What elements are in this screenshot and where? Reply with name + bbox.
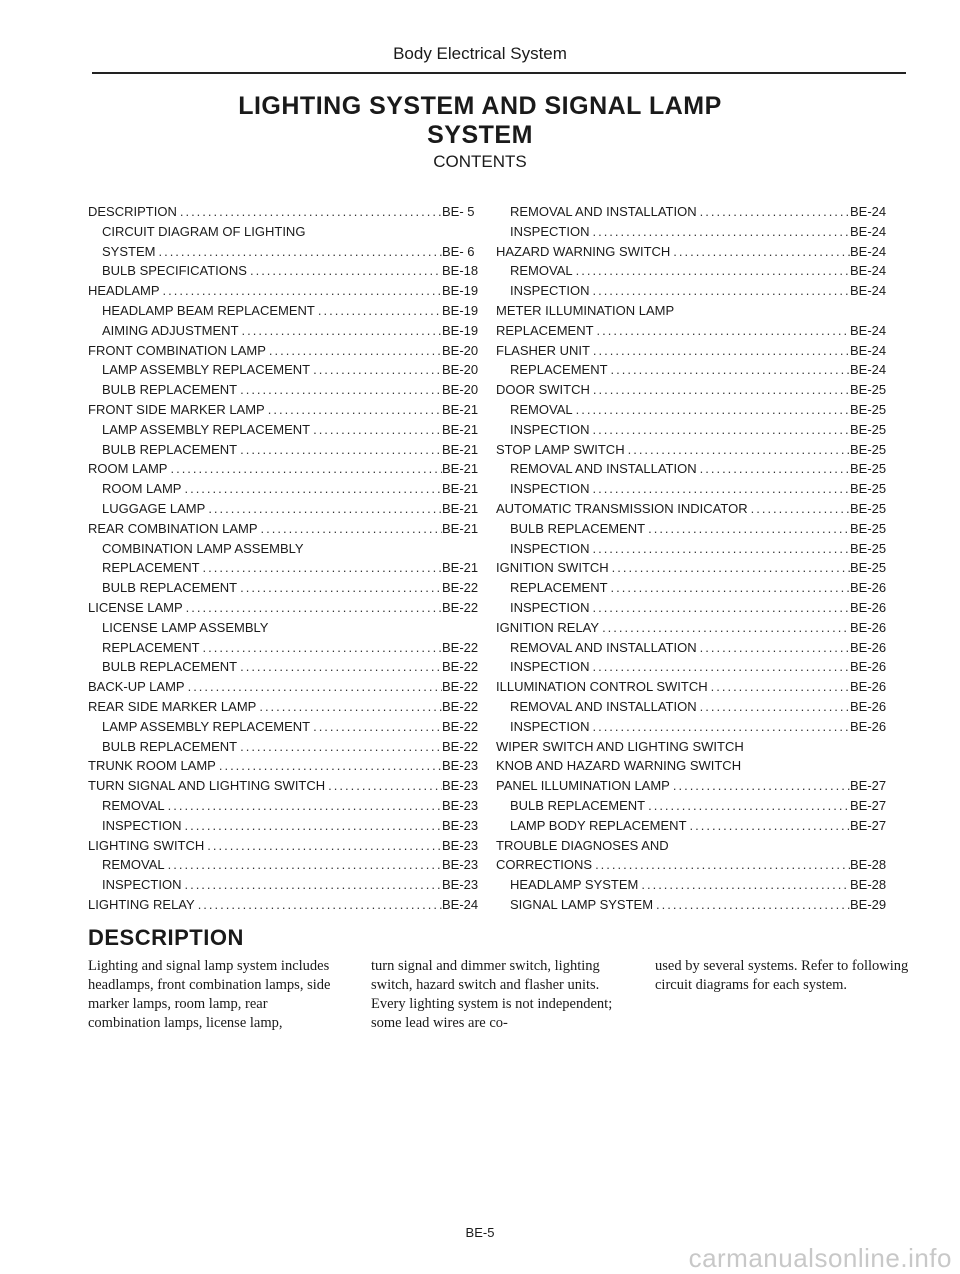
- toc-entry-label: INSPECTION: [510, 599, 590, 615]
- toc-entry: [88, 263, 488, 283]
- header-rule: [92, 72, 906, 74]
- toc-entry: [88, 323, 488, 343]
- toc-entry: [88, 442, 488, 462]
- toc-entry-page: BE-24: [850, 342, 887, 358]
- toc-entry-label: AUTOMATIC TRANSMISSION INDICATOR: [496, 500, 748, 516]
- toc-entry-label: ILLUMINATION CONTROL SWITCH: [496, 679, 708, 695]
- contents-heading: CONTENTS: [433, 152, 527, 171]
- toc-entry-label: REMOVAL: [510, 401, 573, 417]
- toc-entry: [88, 461, 488, 481]
- toc-entry-label: TROUBLE DIAGNOSES AND: [496, 837, 669, 853]
- toc-leader-dots: [265, 402, 442, 417]
- toc-entry-label: REPLACEMENT: [102, 639, 200, 655]
- toc-entry: [496, 442, 896, 462]
- toc-entry-page: BE-18: [442, 263, 479, 279]
- toc-entry-label: BULB REPLACEMENT: [102, 738, 238, 754]
- toc-entry-page: BE-23: [442, 817, 479, 833]
- toc-entry: [88, 838, 488, 858]
- toc-entry-label: TURN SIGNAL AND LIGHTING SWITCH: [88, 778, 326, 794]
- toc-entry-page: BE-19: [442, 322, 479, 338]
- title-line-1: LIGHTING SYSTEM AND SIGNAL LAMP: [238, 92, 722, 120]
- toc-entry-page: BE-21: [442, 520, 479, 536]
- toc-entry-page: BE-20: [442, 362, 479, 378]
- toc-entry: [88, 659, 488, 679]
- toc-entry-label: BACK-UP LAMP: [88, 679, 185, 695]
- toc-entry-page: BE-23: [442, 877, 479, 893]
- toc-leader-dots: [310, 422, 442, 437]
- toc-entry-label: INSPECTION: [510, 481, 590, 497]
- toc-entry-label: DESCRIPTION: [88, 204, 177, 219]
- toc-entry-page: BE-22: [442, 599, 479, 615]
- toc-leader-dots: [590, 382, 850, 397]
- toc-leader-dots: [697, 699, 850, 714]
- toc-leader-dots: [625, 442, 850, 457]
- toc-entry-page: BE-26: [850, 599, 887, 615]
- toc-entry-label: KNOB AND HAZARD WARNING SWITCH: [496, 758, 742, 774]
- toc-entry-label: IGNITION RELAY: [496, 619, 600, 635]
- toc-entry-label: LIGHTING RELAY: [88, 896, 195, 912]
- toc-entry: [496, 838, 896, 858]
- toc-leader-dots: [247, 263, 442, 278]
- toc-entry-page: BE-21: [442, 441, 479, 457]
- toc-entry-page: BE-21: [442, 421, 479, 437]
- toc-entry: [496, 679, 896, 699]
- toc-entry: [88, 580, 488, 600]
- toc-entry: [88, 560, 488, 580]
- toc-entry-label: AIMING ADJUSTMENT: [102, 322, 239, 338]
- toc-entry-label: METER ILLUMINATION LAMP: [496, 302, 675, 318]
- toc-leader-dots: [205, 501, 442, 516]
- toc-entry: [88, 778, 488, 798]
- toc-entry-label: REPLACEMENT: [510, 362, 608, 378]
- toc-entry: [496, 659, 896, 679]
- toc-leader-dots: [573, 402, 850, 417]
- toc-entry-page: BE-21: [442, 560, 479, 576]
- toc-entry-page: BE-26: [850, 679, 887, 695]
- toc-entry: [496, 877, 896, 897]
- toc-leader-dots: [237, 382, 442, 397]
- toc-entry: [88, 798, 488, 818]
- toc-entry: [496, 739, 896, 759]
- toc-entry: [496, 640, 896, 660]
- toc-entry-label: LAMP ASSEMBLY REPLACEMENT: [102, 421, 311, 437]
- toc-leader-dots: [589, 422, 850, 437]
- toc-entry-page: BE-25: [850, 481, 887, 497]
- toc-leader-dots: [590, 343, 850, 358]
- toc-entry: [88, 402, 488, 422]
- toc-entry-label: INSPECTION: [510, 421, 590, 437]
- toc-entry-label: BULB REPLACEMENT: [102, 441, 238, 457]
- toc-entry-label: REMOVAL: [102, 857, 165, 873]
- toc-entry: [496, 501, 896, 521]
- toc-entry-label: INSPECTION: [102, 877, 182, 893]
- toc-entry-label: STOP LAMP SWITCH: [496, 441, 625, 457]
- toc-entry: [496, 422, 896, 442]
- toc-entry-page: BE-27: [850, 817, 887, 833]
- toc-entry: [88, 521, 488, 541]
- toc-entry-label: REMOVAL AND INSTALLATION: [510, 698, 697, 714]
- toc-entry-label: FLASHER UNIT: [496, 342, 590, 358]
- toc-leader-dots: [181, 818, 442, 833]
- toc-entry-page: BE-23: [442, 797, 479, 813]
- toc-entry-page: BE-21: [442, 500, 479, 516]
- toc-entry: [88, 818, 488, 838]
- toc-leader-dots: [185, 679, 442, 694]
- toc-entry: [496, 263, 896, 283]
- toc-entry-label: BULB SPECIFICATIONS: [102, 263, 247, 279]
- toc-entry: [496, 699, 896, 719]
- toc-leader-dots: [204, 838, 442, 853]
- toc-entry-page: BE-25: [850, 520, 887, 536]
- toc-entry: [496, 541, 896, 561]
- toc-leader-dots: [589, 481, 850, 496]
- toc-entry: [88, 481, 488, 501]
- toc-entry: [496, 402, 896, 422]
- toc-entry-page: BE-23: [442, 857, 479, 873]
- toc-leader-dots: [237, 659, 442, 674]
- toc-entry-label: BULB REPLACEMENT: [102, 580, 238, 596]
- toc-entry-page: BE-22: [442, 738, 479, 754]
- title-line-2: SYSTEM: [427, 121, 533, 149]
- toc-entry: [88, 877, 488, 897]
- toc-leader-dots: [167, 461, 442, 476]
- toc-leader-dots: [325, 778, 442, 793]
- toc-leader-dots: [181, 877, 442, 892]
- watermark: carmanualsonline.info: [688, 1243, 952, 1273]
- toc-entry-label: SIGNAL LAMP SYSTEM: [510, 896, 654, 912]
- toc-leader-dots: [237, 739, 442, 754]
- toc-entry-page: BE-21: [442, 481, 479, 497]
- toc-entry-page: BE-26: [850, 698, 887, 714]
- toc-entry-label: INSPECTION: [510, 659, 590, 675]
- toc-leader-dots: [670, 778, 850, 793]
- description-column-3: used by several systems. Refer to following circuit diagrams for each system.: [655, 958, 909, 993]
- toc-entry-page: BE-28: [850, 877, 887, 893]
- toc-entry: [88, 857, 488, 877]
- toc-entry-page: BE-25: [850, 382, 887, 398]
- toc-entry: [496, 818, 896, 838]
- toc-entry-label: LAMP ASSEMBLY REPLACEMENT: [102, 362, 311, 378]
- toc-entry: [496, 461, 896, 481]
- toc-entry-label: LUGGAGE LAMP: [102, 500, 206, 516]
- toc-entry-page: BE-22: [442, 580, 479, 596]
- toc-leader-dots: [589, 719, 850, 734]
- toc-entry-page: BE-24: [850, 283, 887, 299]
- toc-entry: [496, 244, 896, 264]
- toc-entry: [88, 600, 488, 620]
- toc-entry-label: LICENSE LAMP: [88, 599, 183, 615]
- toc-entry-page: BE-26: [850, 580, 887, 596]
- toc-entry-label: SYSTEM: [102, 243, 156, 259]
- toc-entry-page: BE-25: [850, 560, 887, 576]
- toc-entry: [88, 897, 488, 917]
- toc-leader-dots: [697, 461, 850, 476]
- toc-entry-label: LAMP BODY REPLACEMENT: [510, 817, 687, 833]
- toc-entry-label: INSPECTION: [510, 283, 590, 299]
- toc-entry: [496, 857, 896, 877]
- toc-leader-dots: [697, 204, 850, 219]
- toc-entry: [88, 501, 488, 521]
- toc-entry-page: BE-19: [442, 302, 479, 318]
- toc-entry-label: HAZARD WARNING SWITCH: [496, 243, 671, 259]
- description-heading: DESCRIPTION: [88, 925, 244, 950]
- toc-leader-dots: [177, 204, 442, 219]
- toc-entry-page: BE-25: [850, 421, 887, 437]
- toc-entry-label: REMOVAL AND INSTALLATION: [510, 204, 697, 219]
- toc-entry: [88, 541, 488, 561]
- toc-entry: [496, 362, 896, 382]
- toc-entry-page: BE-29: [850, 896, 887, 912]
- toc-entry-page: BE-25: [850, 441, 887, 457]
- toc-entry-label: REAR COMBINATION LAMP: [88, 520, 258, 536]
- toc-leader-dots: [155, 244, 442, 259]
- toc-entry: [496, 600, 896, 620]
- toc-entry-label: REMOVAL AND INSTALLATION: [510, 461, 697, 477]
- toc-entry-label: CORRECTIONS: [496, 857, 593, 873]
- toc-entry-page: BE-21: [442, 401, 479, 417]
- toc-entry: [496, 382, 896, 402]
- toc-leader-dots: [653, 897, 850, 912]
- toc-entry-label: ROOM LAMP: [88, 461, 168, 477]
- toc-entry-page: BE-25: [850, 540, 887, 556]
- toc-entry: [88, 283, 488, 303]
- toc-leader-dots: [592, 857, 850, 872]
- toc-entry-label: LIGHTING SWITCH: [88, 837, 205, 853]
- toc-entry-page: BE-26: [850, 659, 887, 675]
- toc-entry: [88, 699, 488, 719]
- toc-entry-page: BE-23: [442, 837, 479, 853]
- toc-leader-dots: [310, 362, 442, 377]
- page-number: BE-5: [465, 1225, 495, 1240]
- toc-entry-label: DOOR SWITCH: [496, 382, 590, 398]
- toc-entry-label: HEADLAMP SYSTEM: [510, 877, 639, 893]
- toc-entry: [496, 798, 896, 818]
- toc-entry-label: INSPECTION: [510, 540, 590, 556]
- toc-entry-page: BE-22: [442, 698, 479, 714]
- toc-entry-label: REAR SIDE MARKER LAMP: [88, 698, 257, 714]
- toc-entry-label: LICENSE LAMP ASSEMBLY: [102, 619, 269, 635]
- toc-leader-dots: [638, 877, 850, 892]
- toc-leader-dots: [589, 283, 850, 298]
- toc-entry-label: FRONT COMBINATION LAMP: [88, 342, 266, 358]
- toc-entry-page: BE-22: [442, 639, 479, 655]
- toc-leader-dots: [645, 798, 850, 813]
- toc-entry-page: BE-24: [442, 896, 479, 912]
- toc-leader-dots: [160, 283, 442, 298]
- toc-entry-label: BULB REPLACEMENT: [102, 659, 238, 675]
- toc-entry: [496, 303, 896, 323]
- toc-entry-page: BE-26: [850, 619, 887, 635]
- toc-entry: [88, 422, 488, 442]
- toc-entry-page: BE-26: [850, 639, 887, 655]
- toc-left-column: [88, 204, 488, 917]
- toc-leader-dots: [589, 541, 850, 556]
- toc-entry: [88, 244, 488, 264]
- toc-entry-label: WIPER SWITCH AND LIGHTING SWITCH: [496, 738, 744, 754]
- toc-entry: [496, 323, 896, 343]
- toc-entry: [496, 778, 896, 798]
- toc-entry-label: INSPECTION: [510, 223, 590, 239]
- toc-entry-label: IGNITION SWITCH: [496, 560, 609, 576]
- toc-entry-page: BE-24: [850, 223, 887, 239]
- toc-entry: [496, 343, 896, 363]
- toc-entry: [88, 204, 488, 224]
- toc-leader-dots: [216, 758, 442, 773]
- toc-leader-dots: [645, 521, 850, 536]
- toc-entry-page: BE-22: [442, 659, 479, 675]
- toc-entry-label: CIRCUIT DIAGRAM OF LIGHTING: [102, 223, 306, 239]
- toc-entry-page: BE-24: [850, 322, 887, 338]
- toc-leader-dots: [181, 481, 442, 496]
- toc-leader-dots: [315, 303, 442, 318]
- toc-entry-page: BE-20: [442, 342, 479, 358]
- toc-entry-page: BE-19: [442, 283, 479, 299]
- toc-entry-page: BE-24: [850, 204, 887, 219]
- page-title: [0, 92, 960, 150]
- toc-entry: [496, 758, 896, 778]
- toc-entry: [88, 719, 488, 739]
- toc-leader-dots: [200, 560, 442, 575]
- toc-entry-page: BE- 5: [442, 204, 475, 219]
- toc-entry-label: REMOVAL: [102, 797, 165, 813]
- toc-entry-label: REPLACEMENT: [510, 580, 608, 596]
- toc-leader-dots: [748, 501, 850, 516]
- toc-entry-label: FRONT SIDE MARKER LAMP: [88, 401, 265, 417]
- toc-entry: [496, 719, 896, 739]
- toc-entry-label: HEADLAMP: [88, 283, 160, 299]
- toc-entry-page: BE-25: [850, 461, 887, 477]
- toc-entry-page: BE-21: [442, 461, 479, 477]
- running-head: Body Electrical System: [393, 44, 567, 63]
- toc-entry: [496, 224, 896, 244]
- toc-leader-dots: [200, 640, 442, 655]
- toc-entry-label: REMOVAL: [510, 263, 573, 279]
- toc-entry-label: INSPECTION: [102, 817, 182, 833]
- toc-entry: [496, 580, 896, 600]
- toc-leader-dots: [608, 362, 850, 377]
- toc-entry: [496, 897, 896, 917]
- toc-entry-label: LAMP ASSEMBLY REPLACEMENT: [102, 718, 311, 734]
- toc-entry: [88, 679, 488, 699]
- toc-entry-page: BE-25: [850, 401, 887, 417]
- toc-leader-dots: [165, 857, 442, 872]
- toc-entry-page: BE-22: [442, 679, 479, 695]
- toc-entry-page: BE-27: [850, 778, 887, 794]
- toc-entry: [496, 620, 896, 640]
- toc-leader-dots: [195, 897, 442, 912]
- toc-entry: [88, 362, 488, 382]
- toc-leader-dots: [266, 343, 442, 358]
- toc-entry-page: BE-24: [850, 263, 887, 279]
- description-column-1: Lighting and signal lamp system includes headlamps, front combination lamps, side marker lamps, room lamp, rear combination lamps, license lamp,: [88, 958, 331, 1031]
- toc-leader-dots: [237, 442, 442, 457]
- toc-leader-dots: [237, 580, 442, 595]
- toc-leader-dots: [594, 323, 850, 338]
- toc-leader-dots: [708, 679, 850, 694]
- toc-entry: [88, 758, 488, 778]
- toc-entry-label: ROOM LAMP: [102, 481, 182, 497]
- toc-entry-page: BE-22: [442, 718, 479, 734]
- toc-leader-dots: [697, 640, 850, 655]
- toc-leader-dots: [589, 600, 850, 615]
- toc-entry-page: BE-23: [442, 758, 479, 774]
- toc-entry: [496, 481, 896, 501]
- toc-entry: [88, 303, 488, 323]
- toc-entry: [496, 283, 896, 303]
- toc-leader-dots: [589, 224, 850, 239]
- description-column-2: turn signal and dimmer switch, lighting switch, hazard switch and flasher units. Every lighting system is not independent; some lead wires are co-: [371, 958, 613, 1031]
- toc-entry: [88, 382, 488, 402]
- toc-entry-page: BE-28: [850, 857, 887, 873]
- toc-leader-dots: [258, 521, 442, 536]
- toc-leader-dots: [256, 699, 442, 714]
- toc-leader-dots: [573, 263, 850, 278]
- toc-entry-page: BE-26: [850, 718, 887, 734]
- toc-entry-label: PANEL ILLUMINATION LAMP: [496, 778, 670, 794]
- toc-entry-label: BULB REPLACEMENT: [510, 797, 646, 813]
- toc-entry-page: BE-24: [850, 243, 887, 259]
- toc-entry: [496, 560, 896, 580]
- toc-entry-page: BE-20: [442, 382, 479, 398]
- toc-entry-label: BULB REPLACEMENT: [102, 382, 238, 398]
- toc-entry-label: REPLACEMENT: [102, 560, 200, 576]
- toc-entry: [88, 640, 488, 660]
- toc-entry-label: REPLACEMENT: [496, 322, 594, 338]
- toc-leader-dots: [239, 323, 442, 338]
- toc-leader-dots: [609, 560, 850, 575]
- toc-entry-label: HEADLAMP BEAM REPLACEMENT: [102, 302, 315, 318]
- toc-entry: [496, 204, 896, 224]
- toc-entry: [88, 620, 488, 640]
- toc-entry-page: BE-23: [442, 778, 479, 794]
- toc-leader-dots: [589, 659, 850, 674]
- toc-entry: [88, 224, 488, 244]
- toc-leader-dots: [687, 818, 850, 833]
- toc-entry-page: BE-25: [850, 500, 887, 516]
- toc-entry-label: TRUNK ROOM LAMP: [88, 758, 216, 774]
- toc-leader-dots: [310, 719, 442, 734]
- toc-entry-label: REMOVAL AND INSTALLATION: [510, 639, 697, 655]
- toc-entry: [496, 521, 896, 541]
- toc-leader-dots: [183, 600, 442, 615]
- toc-entry-label: BULB REPLACEMENT: [510, 520, 646, 536]
- toc-leader-dots: [165, 798, 442, 813]
- toc-entry-label: COMBINATION LAMP ASSEMBLY: [102, 540, 304, 556]
- toc-leader-dots: [608, 580, 850, 595]
- toc-entry-label: INSPECTION: [510, 718, 590, 734]
- toc-right-column: [496, 204, 896, 917]
- toc-entry-page: BE-27: [850, 797, 887, 813]
- toc-leader-dots: [599, 620, 850, 635]
- toc-entry-page: BE-24: [850, 362, 887, 378]
- toc-entry: [88, 739, 488, 759]
- toc-entry-page: BE- 6: [442, 243, 475, 259]
- toc-leader-dots: [670, 244, 850, 259]
- toc-entry: [88, 343, 488, 363]
